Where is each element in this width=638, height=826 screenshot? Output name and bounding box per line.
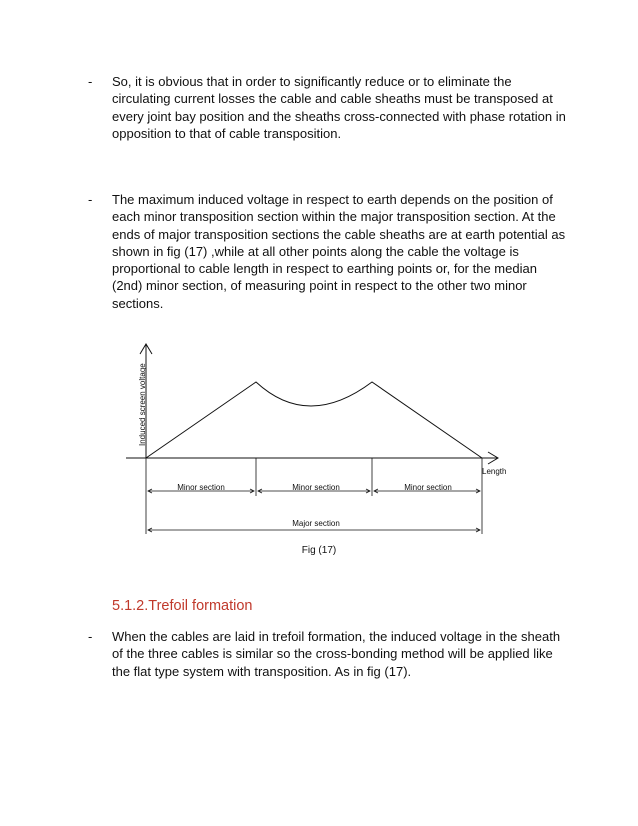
voltage-curve <box>146 382 482 458</box>
voltage-diagram <box>118 340 518 540</box>
major-section-label: Major section <box>292 519 340 528</box>
minor-section-label-1: Minor section <box>177 483 225 492</box>
paragraph-1-text: So, it is obvious that in order to significantly reduce or to eliminate the circulating current losses the cable and cable sheaths must be transposed at every joint bay position and the sheaths cross-connected with phase rotation in opposition to that of cable transposition. <box>112 74 566 141</box>
paragraph-3 <box>88 628 568 680</box>
y-axis-label: Induced screen voltage <box>138 363 147 446</box>
minor-section-label-2: Minor section <box>292 483 340 492</box>
paragraph-2 <box>88 191 568 312</box>
paragraph-3-text: When the cables are laid in trefoil formation, the induced voltage in the sheath of the three cables is similar so the cross-bonding method will be applied like the flat type system with transposition. As in fig (17). <box>112 629 561 679</box>
paragraph-1 <box>88 73 568 142</box>
bullet-dash: - <box>88 629 93 644</box>
x-axis-label: Length <box>482 467 507 476</box>
paragraph-2-text: The maximum induced voltage in respect to earth depends on the position of each minor transposition section within the major transposition section. At the ends of major transposition sections the cable sheaths are at earth potential as shown in fig (17) ,while at all other points along the cable the voltage is proportional to cable length in respect to earthing points or, for the median (2nd) minor section, of measuring point in respect to the other two minor sections. <box>112 192 566 311</box>
minor-section-label-3: Minor section <box>404 483 452 492</box>
bullet-dash: - <box>88 192 93 207</box>
bullet-dash: - <box>88 74 93 89</box>
section-heading: 5.1.2.Trefoil formation <box>112 598 253 614</box>
figure-caption: Fig (17) <box>301 545 337 556</box>
